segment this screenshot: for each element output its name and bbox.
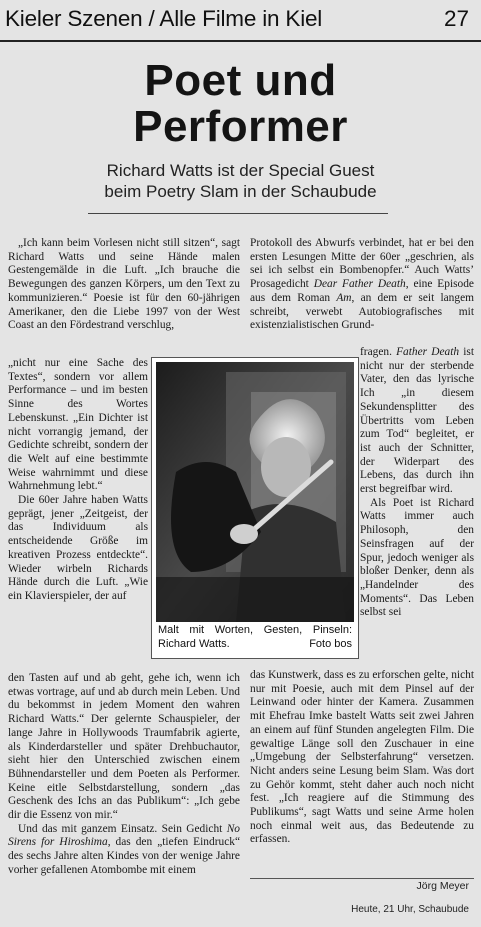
article-column-2-top: [250, 237, 474, 333]
article-column-2-bottom: [250, 669, 474, 847]
photo-caption: [158, 623, 352, 651]
headline: [0, 58, 481, 150]
photo-credit: Foto bos: [309, 638, 352, 650]
byline: Jörg Meyer: [416, 880, 469, 892]
article-paragraph: Die 60er Jahre haben Watts geprägt, jener „Zeitgeist, der das Individuum als entscheidende Größe im kreativen Prozess entdeckte“. Wieder wirbeln Richards Hände durch die Luft. „Wie ein Klavierspieler, der auf: [8, 494, 148, 602]
header-divider: [0, 40, 481, 42]
event-info: Heute, 21 Uhr, Schaubude: [351, 904, 469, 915]
photo-frame: [151, 357, 359, 659]
novel-title: Am: [336, 291, 352, 304]
poem-title: No Sirens for Hiroshima: [8, 822, 240, 849]
subheadline: [0, 160, 481, 202]
article-paragraph: das Kunstwerk, dass es zu erforschen gelte, nicht nur mit Poesie, auch mit dem Pinsel auf der Leinwand oder hinter der Kamera. Zusammen mit Ehefrau Imke bastelt Watts seit zwei Jahren an einem auf fünf Stunden angelegten Film. Die gewaltige Länge soll den Zuschauer in eine „Umgebung der Selbsterfahrung“ versetzen. Nicht anders seine Lesung beim Slam. Was dort zu Gehör kommt, steht daher auch noch nicht fest. „Ich reagiere auf die Stimmung des Publikums“, sagt Watts und seine Arme holen noch einmal weit aus, das Bedeutende zu erfassen.: [250, 669, 474, 846]
article-paragraph: [250, 237, 474, 333]
article-column-1-wrap: [8, 357, 148, 604]
text-run: , das den „tiefen Eindruck“ des sechs Jahre alten Kindes von der wenige Jahre vorher gefallenen Atombombe mit einem: [8, 836, 240, 876]
section-title: Kieler Szenen / Alle Filme in Kiel: [5, 6, 323, 31]
text-run: fragen.: [360, 346, 397, 358]
poem-title: Father Death: [396, 346, 460, 358]
article-paragraph: „Ich kann beim Vorlesen nicht still sitzen“, sagt Richard Watts und seine Hände malen Gestengemälde in die Luft. „Ich brauche die Bewegungen des ganzen Körpers, um den Text zu kommunizieren.“ Poesie ist für den 60-jährigen Amerikaner, den die Liebe 1997 von der West Coast an den Fördestrand verschlug,: [8, 237, 240, 332]
article-paragraph: [360, 346, 474, 497]
subheadline-line-1: Richard Watts ist der Special Guest: [106, 161, 375, 180]
subheadline-line-2: beim Poetry Slam in der Schaubude: [104, 182, 377, 201]
text-run: Und das mit ganzem Einsatz. Sein Gedicht: [18, 822, 227, 835]
article-column-2-wrap: [360, 346, 474, 620]
headline-line-2: Performer: [133, 102, 348, 151]
article-paragraph: „nicht nur eine Sache des Textes“, sondern vor allem Performance – und im besten Sinne des Wortes Lebenskunst. „Ein Dichter ist nicht vorrangig jemand, der Gedichte schreibt, sondern der die Welt auf eine bestimmte Weise wahrnimmt und diese Wahrnehmung lebt.“: [8, 357, 148, 493]
page-number: 27: [443, 6, 469, 31]
text-run: , eine Episode aus dem Roman: [250, 278, 474, 304]
headline-line-1: Poet und: [144, 56, 337, 105]
poem-title: Dear Father Death: [313, 278, 406, 291]
text-run: ist nicht nur der sterbende Vater, den das lyrische Ich „in diesem Sekundensplitter des Übertritts vom Leben zum Tod“ begleitet, er ist auch der Schnitter, der Widerpart des Lebens, das durch ihn erst begreifbar wird.: [360, 346, 474, 496]
byline-divider: [250, 878, 474, 879]
article-column-1-bottom: [8, 672, 240, 878]
article-paragraph: den Tasten auf und ab geht, gehe ich, wenn ich etwas vortrage, auf und ab durch mein Leben. Und du bekommst in jedem Moment den wahren Richard Watts.“ Der gelernte Schauspieler, der lange Jahre in Hollywoods Traumfabrik agierte, als Kinderdarsteller und später Drehbuchautor, sieht hier den Unterschied zwischen einem Bühnendarsteller und dem Poeten als Performer. Keine eitle Selbstdarstellung, sondern „das Geschenk des Ichs an das Publikum“: „Ich gebe dir die Essenz von mir.“: [8, 672, 240, 822]
text-run: , an dem er seit langem schreibt, verwebt Autobiografisches mit existenzialistischen Grund-: [250, 291, 474, 332]
caption-text: Malt mit Worten, Gesten, Pinseln: Richard Watts.: [158, 624, 352, 650]
photo-richard-watts: [156, 362, 354, 622]
subheadline-divider: [88, 213, 388, 214]
article-column-1-top: [8, 237, 240, 333]
article-paragraph: [8, 823, 240, 878]
page-header: [0, 0, 481, 44]
article-paragraph: Als Poet ist Richard Watts immer auch Philosoph, den Seinsfragen auf der Spur, jedoch weniger als bloßer Denker, denn als „Handelnder des Moments“. Das Leben selbst sei: [360, 496, 474, 619]
text-run: Protokoll des Abwurfs verbindet, hat er bei den ersten Lesungen Mitte der 60er „geschrien, als sei ich selbst ein Bombenopfer.“ Auch Watts’ Prosagedicht: [250, 237, 474, 291]
